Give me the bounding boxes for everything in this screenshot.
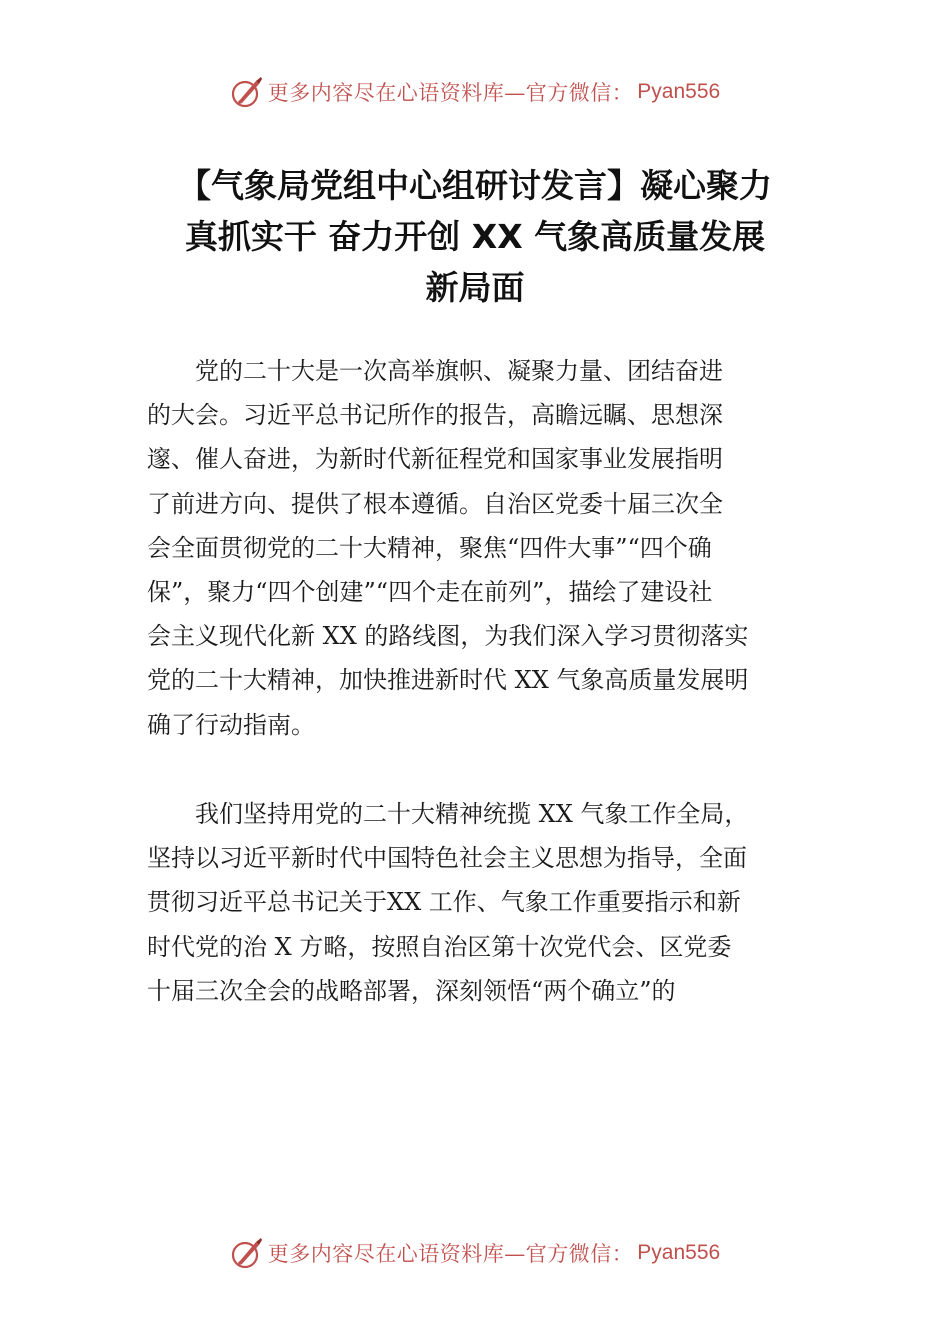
paragraph-line: 的大会。习近平总书记所作的报告，高瞻远瞩、思想深 bbox=[147, 401, 723, 430]
footer-wechat-id: Pyan556 bbox=[637, 1241, 721, 1264]
paragraph-line: 坚持以习近平新时代中国特色社会主义思想为指导，全面 bbox=[147, 844, 747, 873]
paragraph-line: 我们坚持用党的二十大精神统揽 XX 气象工作全局， bbox=[147, 800, 749, 828]
paragraph-1 bbox=[147, 349, 815, 747]
paragraph-line: 贯彻习近平总书记关于XX 工作、气象工作重要指示和新 bbox=[147, 888, 741, 917]
paragraph-line: 十届三次全会的战略部署，深刻领悟“两个确立”的 bbox=[147, 976, 676, 1005]
title-line: 真抓实干 奋力开创 XX 气象高质量发展 bbox=[184, 217, 766, 256]
paragraph-line: 邃、催人奋进，为新时代新征程党和国家事业发展指明 bbox=[147, 445, 723, 474]
document-title bbox=[140, 160, 810, 313]
title-line: 【气象局党组中心组研讨发言】凝心聚力 bbox=[178, 166, 772, 205]
paragraph-line: 党的二十大是一次高举旗帜、凝聚力量、团结奋进 bbox=[147, 357, 723, 385]
paragraph-line: 会主义现代化新 XX 的路线图，为我们深入学习贯彻落实 bbox=[147, 622, 749, 651]
footer-banner bbox=[0, 1231, 950, 1275]
paragraph-line: 时代党的治 X 方略，按照自治区第十次党代会、区党委 bbox=[147, 932, 732, 961]
pen-logo-icon bbox=[230, 75, 264, 109]
paragraph-line: 了前进方向、提供了根本遵循。自治区党委十届三次全 bbox=[147, 489, 723, 518]
header-banner bbox=[0, 70, 950, 114]
paragraph-line: 党的二十大精神，加快推进新时代 XX 气象高质量发展明 bbox=[147, 666, 749, 695]
footer-banner-text: 更多内容尽在心语资料库—官方微信： bbox=[267, 1242, 634, 1266]
paragraph-2 bbox=[147, 792, 815, 1013]
paragraph-line: 会全面贯彻党的二十大精神，聚焦“四件大事”“四个确 bbox=[147, 533, 712, 562]
header-banner-text: 更多内容尽在心语资料库—官方微信： bbox=[267, 81, 634, 105]
paragraph-line: 确了行动指南。 bbox=[147, 710, 315, 739]
pen-logo-icon bbox=[230, 1236, 264, 1270]
paragraph-line: 保”，聚力“四个创建”“四个走在前列”，描绘了建设社 bbox=[147, 578, 713, 607]
header-wechat-id: Pyan556 bbox=[637, 80, 721, 103]
title-line: 新局面 bbox=[425, 268, 525, 307]
